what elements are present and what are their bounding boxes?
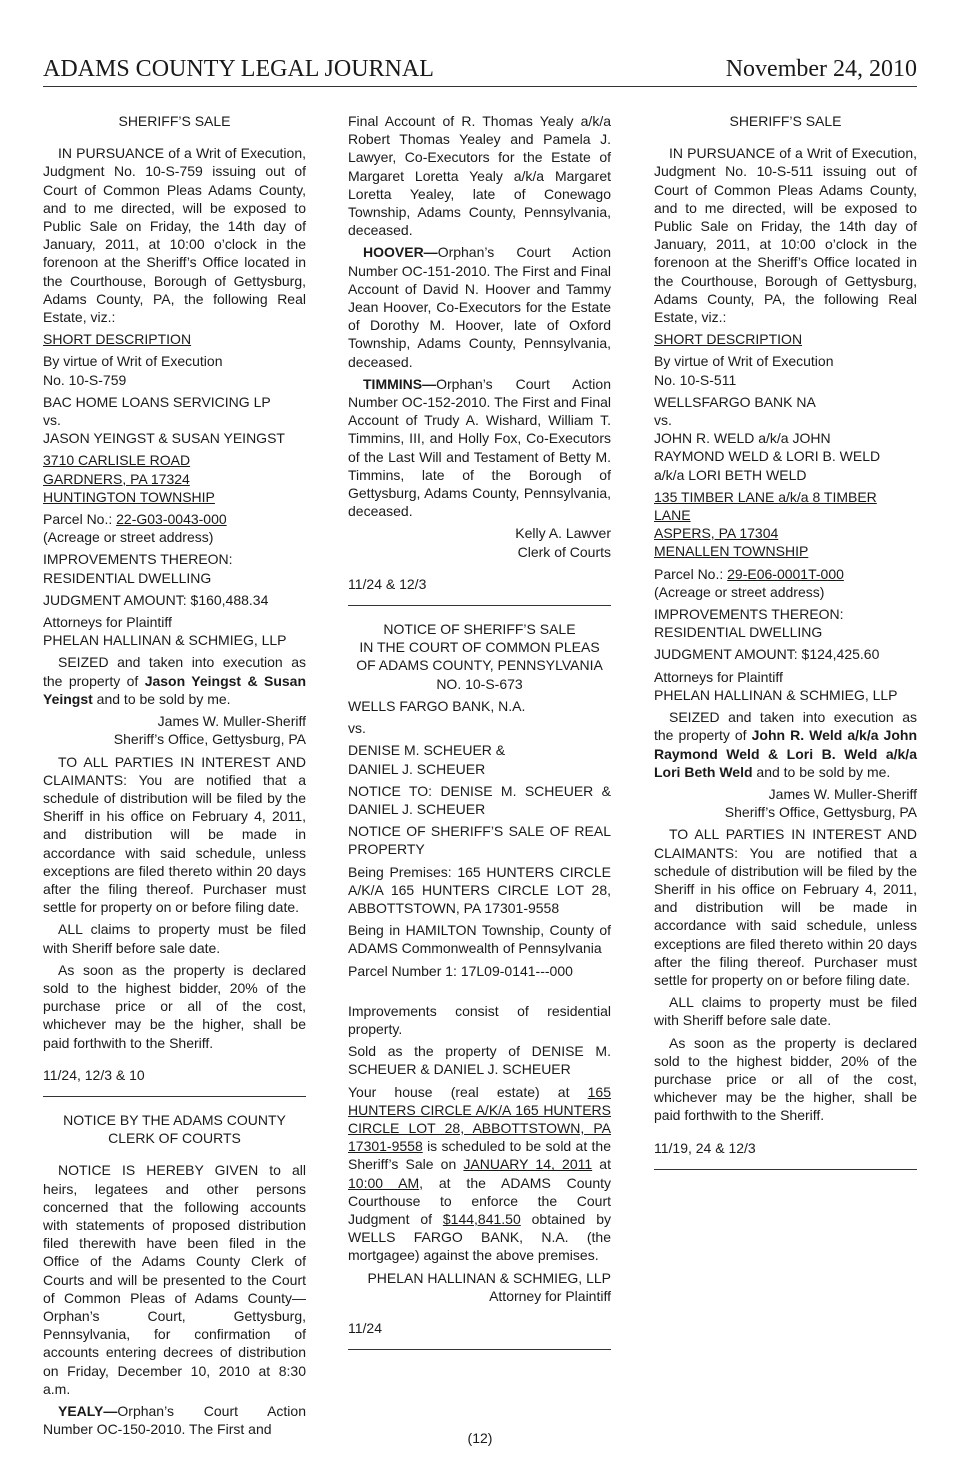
sheriff-signature: James W. Muller-Sheriff Sheriff’s Office, Gettysburg, PA (724, 785, 917, 821)
publication-dates: 11/24 (348, 1319, 382, 1336)
house-notice: Your house (real estate) at 165 HUNTERS CIRCLE A/K/A 165 HUNTERS CIRCLE LOT 28, ABBOTTSTOWN, PA 17301-9558 is scheduled to be sold at the Sheriff’s Sale on JANUARY 14, 2011 at 10:00 AM, at the ADAMS County Courthouse to enforce the Court Judgment of $144,841.50 obtained by WELLS FARGO BANK, N.A. (the mortgagee) against the above premises. (348, 1083, 611, 1264)
claims-notice: ALL claims to property must be filed with Sheriff before sale date. (43, 921, 306, 956)
attorneys: Attorneys for Plaintiff PHELAN HALLINAN & SCHMIEG, LLP (43, 614, 287, 649)
page-number: (12) (467, 1430, 493, 1446)
notice-of-sale: NOTICE OF SHERIFF’S SALE OF REAL PROPERTY (348, 823, 611, 858)
premises: Being Premises: 165 HUNTERS CIRCLE A/K/A 165 HUNTERS CIRCLE LOT 28, ABBOTTSTOWN, PA 17301-9558 (348, 863, 611, 916)
notice-to: NOTICE TO: DENISE M. SCHEUER & DANIEL J. SCHEUER (348, 782, 611, 817)
sale-intro: IN PURSUANCE of a Writ of Execution, Judgment No. 10-S-511 issuing out of Court of Common Pleas Adams County, and to me directed, will be exposed to Public Sale on Friday, the 14th day of January, 2011, at 10:00 o’clock in the forenoon at the Sheriff’s Office located in the Courthouse, Borough of Gettysburg, Adams County, PA, the following Real Estate, viz.: (654, 145, 917, 326)
publication-dates: 11/24, 12/3 & 10 (43, 1066, 145, 1083)
writ-line: By virtue of Writ of Execution No. 10-S-759 (43, 353, 223, 388)
estate-entry: HOOVER—Orphan’s Court Action Number OC-151-2010. The First and Final Account of David N. Hoover and Tammy Jean Hoover, Co-Executors for the Estate of Dorothy M. Hoover, late of Oxford Township, Adams County, Pennsylvania, deceased. (348, 244, 611, 370)
section-heading: NOTICE BY THE ADAMS COUNTY CLERK OF COURTS (63, 1111, 286, 1147)
parcel-info: Parcel No.: 29-E06-0001T-000 (Acreage or street address) (654, 565, 844, 600)
section-heading: SHERIFF’S SALE (118, 113, 231, 129)
notice-parties: TO ALL PARTIES IN INTEREST AND CLAIMANTS: You are notified that a schedule of distribution will be filed by the Sheriff in his office on February 4, 2011, and distribution will be made in accordance with said schedule, unless exceptions are filed thereto within 20 days after the filing thereof. Purchaser must settle for property on or before filing date. (654, 826, 917, 988)
sale-intro: IN PURSUANCE of a Writ of Execution, Judgment No. 10-S-759 issuing out of Court of Common Pleas Adams County, and to me directed, will be exposed to Public Sale on Friday, the 14th day of January, 2011, at 10:00 o’clock in the forenoon at the Sheriff’s Office located in the Courthouse, Borough of Gettysburg, Adams County, PA, the following Real Estate, viz.: (43, 145, 306, 326)
divider (654, 1169, 917, 1170)
publication-dates: 11/24 & 12/3 (348, 575, 427, 592)
estate-entry: TIMMINS—Orphan’s Court Action Number OC-152-2010. The First and Final Account of Trudy A. Wishard, William T. Timmins, III, and Holly Fox, Co-Executors of the Last Will and Testament of Betty M. Timmins, late of the Borough of Gettysburg, Adams County, Pennsylvania, deceased. (348, 375, 611, 520)
journal-title: ADAMS COUNTY LEGAL JOURNAL (43, 56, 434, 82)
judgment-amount: JUDGMENT AMOUNT: $160,488.34 (43, 591, 269, 608)
parcel-info: Parcel No.: 22-G03-0043-000 (Acreage or street address) (43, 511, 227, 546)
publication-dates: 11/19, 24 & 12/3 (654, 1139, 756, 1156)
property-address: 135 TIMBER LANE a/k/a 8 TIMBER LANE ASPERS, PA 17304 MENALLEN TOWNSHIP (654, 488, 877, 560)
estate-entry: YEALY—Orphan’s Court Action Number OC-150-2010. The First and (43, 1403, 306, 1438)
parties: WELLSFARGO BANK NA vs. JOHN R. WELD a/k/a JOHN RAYMOND WELD & LORI B. WELD a/k/a LORI BETH WELD (654, 393, 881, 483)
column-2 (348, 112, 611, 1364)
column-1 (43, 112, 306, 1442)
property-address: 3710 CARLISLE ROAD GARDNERS, PA 17324 HUNTINGTON TOWNSHIP (43, 452, 215, 505)
divider (43, 1096, 306, 1097)
section-heading: NOTICE OF SHERIFF’S SALE IN THE COURT OF COMMON PLEAS OF ADAMS COUNTY, PENNSYLVANIA NO. 10-S-673 (356, 621, 603, 692)
plaintiff: WELLS FARGO BANK, N.A. (348, 697, 526, 714)
short-description: SHORT DESCRIPTION (654, 331, 803, 348)
bidder-notice: As soon as the property is declared sold to the highest bidder, 20% of the purchase price or all of the cost, whichever may be the higher, shall be paid forthwith to the Sheriff. (654, 1034, 917, 1124)
short-description: SHORT DESCRIPTION (43, 331, 192, 348)
section-heading: SHERIFF’S SALE (729, 113, 842, 129)
attorney-signature: PHELAN HALLINAN & SCHMIEG, LLP Attorney for Plaintiff (367, 1269, 611, 1304)
parties: BAC HOME LOANS SERVICING LP vs. JASON YEINGST & SUSAN YEINGST (43, 393, 285, 447)
attorneys: Attorneys for Plaintiff PHELAN HALLINAN & SCHMIEG, LLP (654, 668, 898, 703)
column-3 (654, 112, 917, 1184)
parcel-number: Parcel Number 1: 17L09-0141---000 (348, 962, 573, 979)
issue-date: November 24, 2010 (725, 56, 917, 82)
judgment-amount: JUDGMENT AMOUNT: $124,425.60 (654, 646, 880, 663)
divider (348, 605, 611, 606)
notice-parties: TO ALL PARTIES IN INTEREST AND CLAIMANTS: You are notified that a schedule of distribution will be filed by the Sheriff in his office on February 4, 2011, and distribution will be made in accordance with said schedule, unless exceptions are filed thereto within 20 days after the filing thereof. Purchaser must settle for property on or before filing date. (43, 753, 306, 916)
versus: vs. (348, 720, 366, 737)
seized-statement: SEIZED and taken into execution as the property of John R. Weld a/k/a John Raymond Weld & Lori B. Weld a/k/a Lori Beth Weld and to be sold by me. (654, 709, 917, 780)
defendants: DENISE M. SCHEUER & DANIEL J. SCHEUER (348, 742, 506, 777)
sold-as: Sold as the property of DENISE M. SCHEUER & DANIEL J. SCHEUER (348, 1043, 611, 1078)
township: Being in HAMILTON Township, County of ADAMS Commonwealth of Pennsylvania (348, 922, 611, 957)
estate-entry: Final Account of R. Thomas Yealy a/k/a Robert Thomas Yealey and Pamela J. Lawyer, Co-Executors for the Estate of Margaret Loretta Yealy a/k/a Margaret Loretta Yealey, late of Conewago Township, Adams County, Pennsylvania, deceased. (348, 113, 611, 239)
clerk-signature: Kelly A. Lawver Clerk of Courts (515, 525, 611, 560)
journal-header (43, 52, 917, 87)
seized-statement: SEIZED and taken into execution as the property of Jason Yeingst & Susan Yeingst and to be sold by me. (43, 654, 306, 707)
clerk-notice: NOTICE IS HEREBY GIVEN to all heirs, legatees and other persons concerned that the following accounts with statements of proposed distribution filed therewith have been filed in the Office of the Adams County Clerk of Courts and will be presented to the Court of Common Pleas of Adams County—Orphan’s Court, Gettysburg, Pennsylvania, for confirmation of accounts entering decrees of distribution on Friday, December 10, 2010 at 8:30 a.m. (43, 1162, 306, 1397)
sheriff-signature: James W. Muller-Sheriff Sheriff’s Office, Gettysburg, PA (113, 713, 306, 748)
writ-line: By virtue of Writ of Execution No. 10-S-511 (654, 353, 834, 388)
improvements: IMPROVEMENTS THEREON: RESIDENTIAL DWELLING (654, 606, 844, 641)
bidder-notice: As soon as the property is declared sold to the highest bidder, 20% of the purchase price or all of the cost, whichever may be the higher, shall be paid forthwith to the Sheriff. (43, 961, 306, 1051)
divider (348, 1349, 611, 1350)
claims-notice: ALL claims to property must be filed with Sheriff before sale date. (654, 994, 917, 1029)
improvements: IMPROVEMENTS THEREON: RESIDENTIAL DWELLING (43, 551, 233, 586)
improvements: Improvements consist of residential property. (348, 1002, 611, 1037)
